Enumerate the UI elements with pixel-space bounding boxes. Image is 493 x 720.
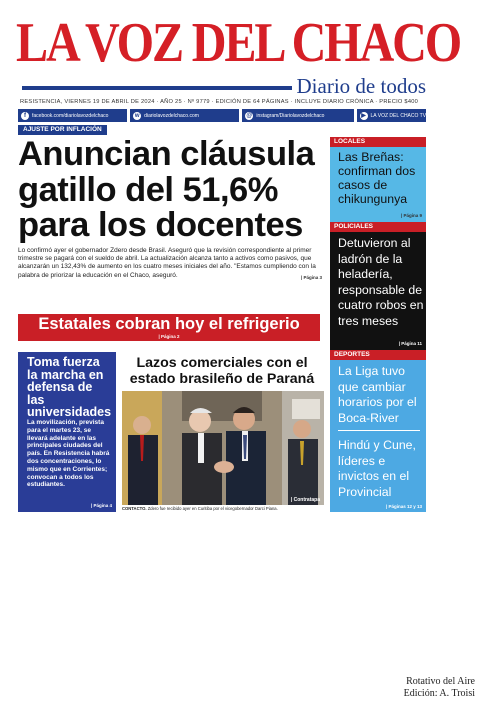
- locales-text: Las Breñas: confirman dos casos de chikungunya: [338, 150, 416, 206]
- masthead-rule: [22, 86, 292, 90]
- play-icon: ▶: [361, 113, 366, 119]
- footer-line-1: Rotativo del Aire: [406, 676, 475, 687]
- deportes-text-2: Hindú y Cune, líderes e invictos en el Provincial: [338, 438, 416, 499]
- marcha-body: La movilización, prevista para el martes 23, se llevará adelante en las principales ciudades del país. En Resistencia habrá dos concentraciones, lo mismo que en Corrientes; convocan a todos los estudiantes.: [27, 419, 110, 489]
- main-lead: [18, 247, 322, 282]
- photo-illustration: [122, 391, 324, 505]
- marcha-title: Toma fuerza la marcha en defensa de las universidades: [27, 355, 112, 419]
- social-label: LA VOZ DEL CHACO TV: [370, 112, 426, 119]
- story-marcha[interactable]: [18, 352, 116, 512]
- social-website[interactable]: [130, 109, 239, 122]
- deportes-page-ref: | Páginas 12 y 13: [385, 504, 422, 509]
- banner-text: Estatales cobran hoy el refrigerio: [38, 315, 300, 333]
- social-label: diariolavozdelchaco.com: [144, 112, 199, 119]
- globe-icon: w: [134, 112, 140, 119]
- masthead: [16, 12, 461, 109]
- social-facebook[interactable]: [18, 109, 127, 122]
- banner-page-ref: | Página 2: [158, 334, 180, 339]
- story-locales[interactable]: [330, 147, 426, 222]
- banner-estatales[interactable]: [18, 314, 320, 341]
- lazos-photo: [122, 391, 324, 505]
- footer-line-2: Edición: A. Troisi: [403, 688, 475, 699]
- footer-note: [365, 676, 475, 700]
- social-bar: [18, 109, 426, 123]
- marcha-page-ref: | Página 4: [90, 503, 112, 508]
- dateline: RESISTENCIA, VIERNES 19 DE ABRIL DE 2024 · AÑO 25 · Nº 9779 · EDICIÓN DE 64 PÁGINAS · INCLUYE DIARIO CRÓNICA · PRECIO $400: [20, 99, 419, 105]
- photo-page-ref: | Contratapa: [290, 497, 320, 503]
- caption-text: Zdero fue recibido ayer en Curitiba por el vicegobernador Darci Piana.: [147, 506, 278, 511]
- section-tag-policiales: POLICIALES: [330, 222, 426, 232]
- main-lead-text: Lo confirmó ayer el gobernador Zdero desde Brasil. Aseguró que la revisión correspondiente al primer trimestre se pagará con el sueldo de abril. La actualización alcanza tanto a activos como pasivos, que alcanzarán un 132,43% de aumento en los cuatro meses iniciales del año. "Estamos cumpliendo con la palabra de priorizar la educación en el Chaco, aseguró.: [18, 247, 316, 279]
- social-instagram[interactable]: [242, 109, 353, 122]
- social-label: instagram/Diariolavozdelchaco: [256, 112, 325, 119]
- locales-page-ref: | Página 9: [400, 213, 422, 218]
- masthead-subtitle: Diario de todos: [296, 74, 426, 98]
- story-policiales[interactable]: [330, 232, 426, 350]
- social-tv[interactable]: [357, 109, 426, 122]
- main-page-ref: | Página 3: [300, 274, 322, 280]
- social-label: facebook.com/diariolavozdelchaco: [32, 112, 109, 119]
- section-tag-deportes: DEPORTES: [330, 350, 426, 360]
- main-headline[interactable]: Anuncian cláusula gatillo del 51,6% para los docentes: [18, 135, 315, 244]
- masthead-title: LA VOZ DEL CHACO: [16, 12, 461, 74]
- caption-label: CONTACTO.: [122, 506, 147, 511]
- deportes-divider: [338, 430, 420, 431]
- section-tag-ajuste: AJUSTE POR INFLACIÓN: [18, 125, 107, 135]
- story-deportes[interactable]: [330, 360, 426, 512]
- deportes-text-1: La Liga tuvo que cambiar horarios por el Boca-River: [338, 364, 417, 425]
- lazos-title[interactable]: Lazos comerciales con el estado brasileño de Paraná: [129, 355, 315, 387]
- section-tag-locales: LOCALES: [330, 137, 426, 147]
- photo-caption: [122, 506, 326, 511]
- policiales-page-ref: | Página 11: [398, 341, 422, 346]
- newspaper-front-page: [14, 12, 461, 511]
- policiales-text: Detuvieron al ladrón de la heladería, responsable de cuatro robos en tres meses: [338, 236, 424, 328]
- facebook-icon: f: [21, 112, 29, 120]
- instagram-icon: @: [246, 112, 253, 119]
